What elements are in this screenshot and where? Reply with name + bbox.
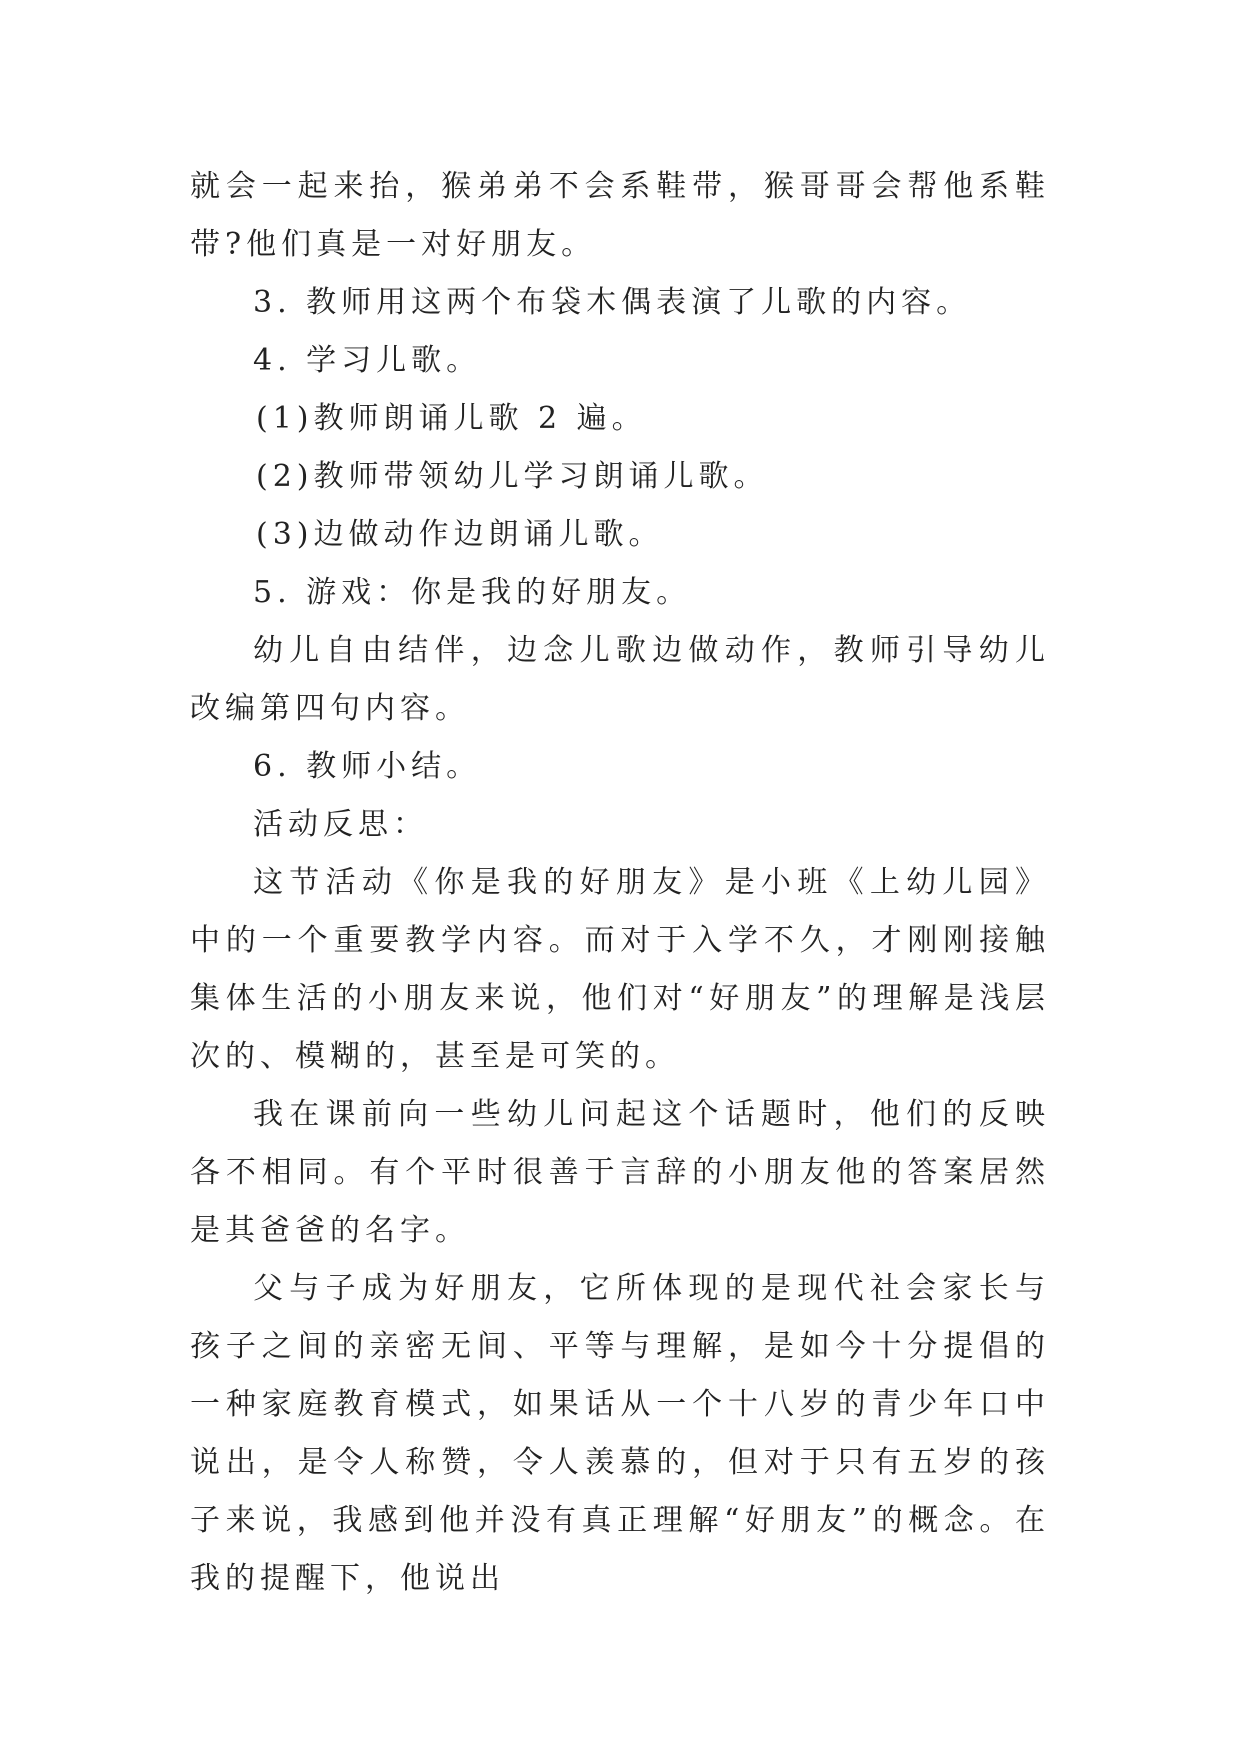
paragraph-step-5: 5. 游戏：你是我的好朋友。 <box>253 575 692 610</box>
paragraph-reflection-1: 这节活动《你是我的好朋友》是小班《上幼儿园》中的一个重要教学内容。而对于入学不久，才刚刚接触集体生活的小朋友来说，他们对“好朋友”的理解是浅层次的、模糊的，甚至是可笑的。 <box>190 865 1050 1074</box>
paragraph-step-6: 6. 教师小结。 <box>253 749 482 784</box>
paragraph-game-description: 幼儿自由结伴，边念儿歌边做动作，教师引导幼儿改编第四句内容。 <box>190 633 1050 726</box>
paragraph-story-end: 就会一起来抬，猴弟弟不会系鞋带，猴哥哥会帮他系鞋带?他们真是一对好朋友。 <box>190 169 1050 262</box>
document-body <box>190 158 1050 1608</box>
paragraph-substep-3: (3)边做动作边朗诵儿歌。 <box>256 517 664 552</box>
paragraph-substep-2: (2)教师带领幼儿学习朗诵儿歌。 <box>256 459 769 494</box>
paragraph-substep-1: (1)教师朗诵儿歌 2 遍。 <box>256 401 647 436</box>
paragraph-reflection-3: 父与子成为好朋友，它所体现的是现代社会家长与孩子之间的亲密无间、平等与理解，是如今十分提倡的一种家庭教育模式，如果话从一个十八岁的青少年口中说出，是令人称赞，令人羡慕的，但对于只有五岁的孩子来说，我感到他并没有真正理解“好朋友”的概念。在我的提醒下，他说出 <box>190 1271 1050 1596</box>
section-heading-reflection: 活动反思： <box>253 807 428 842</box>
paragraph-reflection-2: 我在课前向一些幼儿问起这个话题时，他们的反映各不相同。有个平时很善于言辞的小朋友他的答案居然是其爸爸的名字。 <box>190 1097 1050 1248</box>
paragraph-step-3: 3. 教师用这两个布袋木偶表演了儿歌的内容。 <box>253 285 972 320</box>
paragraph-step-4: 4. 学习儿歌。 <box>253 343 482 378</box>
